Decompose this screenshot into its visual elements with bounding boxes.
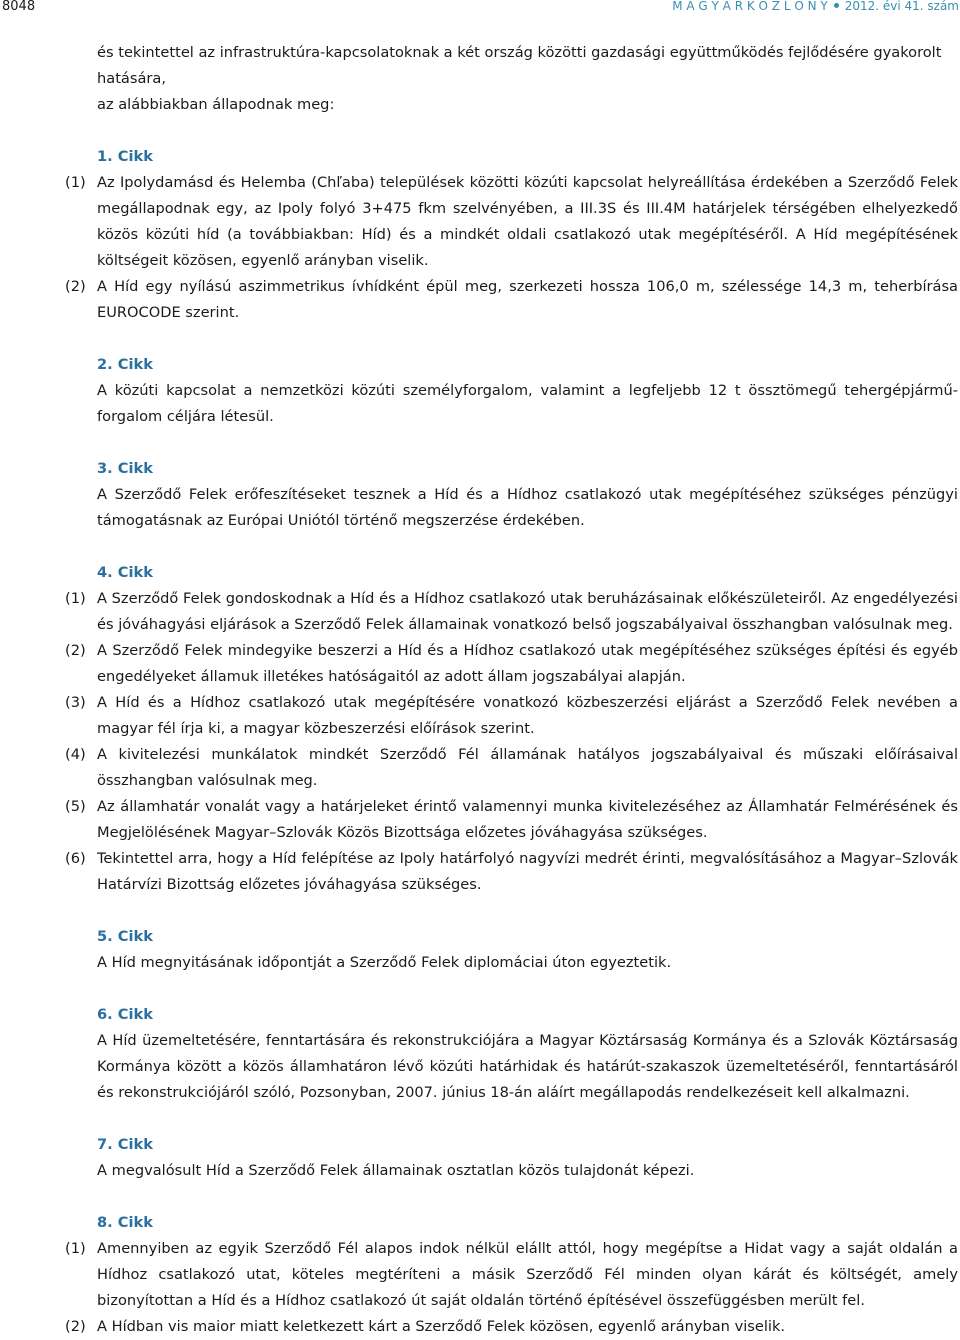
article-4: [65, 560, 958, 898]
article-paragraph: [65, 846, 958, 898]
article-6: [97, 1002, 958, 1106]
article-text: A közúti kapcsolat a nemzetközi közúti személyforgalom, valamint a legfeljebb 12 t össztömegű tehergépjármű-forgalom céljára létesül.: [97, 382, 958, 425]
paragraph-number: (2): [65, 1318, 86, 1335]
paragraph-number: (1): [65, 590, 86, 607]
page-number: 8048: [2, 0, 36, 14]
article-title: 6. Cikk: [97, 1006, 153, 1023]
intro: [97, 40, 958, 118]
article-title: 2. Cikk: [97, 356, 153, 373]
paragraph-text: A Hídban vis maior miatt keletkezett kárt a Szerződő Felek közösen, egyenlő arányban viselik.: [97, 1318, 786, 1335]
paragraph-text: A Híd és a Hídhoz csatlakozó utak megépítésére vonatkozó közbeszerzési eljárást a Szerződő Felek nevében a magyar fél írja ki, a magyar közbeszerzési előírások szerint.: [97, 694, 958, 737]
paragraph-number: (1): [65, 1240, 86, 1257]
intro-line: az alábbiakban állapodnak meg:: [97, 96, 335, 113]
article-paragraph: [65, 638, 958, 690]
article-paragraph: [65, 586, 958, 638]
paragraph-text: A Szerződő Felek gondoskodnak a Híd és a Hídhoz csatlakozó utak beruházásainak előkészületeiről. Az engedélyezési és jóváhagyási eljárások a Szerződő Felek államainak vonatkozó belső jogszabályaival összhangban valósulnak meg.: [97, 590, 958, 633]
article-text: A Híd üzemeltetésére, fenntartására és rekonstrukciójára a Magyar Köztársaság Kormánya és a Szlovák Köztársaság Kormánya között a közös államhatáron lévő közúti határhidak és határút-szakaszok üzemeltetéséről, fenntartásáról és rekonstrukciójáról szóló, Pozsonyban, 2007. június 18-án aláírt megállapodás rendelkezéseit kell alkalmazni.: [97, 1032, 958, 1101]
intro-line: hatására,: [97, 70, 166, 87]
paragraph-text: Amennyiben az egyik Szerződő Fél alapos indok nélkül elállt attól, hogy megépítse a Hidat vagy a saját oldalán a Hídhoz csatlakozó utat, köteles megtéríteni a másik Szerződő Fél minden olyan kárát és költségét, amely bizonyítottan a Híd és a Hídhoz csatlakozó út saját oldalán történő építésével összefüggésben merült fel.: [97, 1240, 958, 1309]
paragraph-text: A Híd egy nyílású aszimmetrikus ívhídként épül meg, szerkezeti hossza 106,0 m, szélessége 14,3 m, teherbírása EUROCODE szerint.: [97, 278, 958, 321]
article-title: 7. Cikk: [97, 1136, 153, 1153]
article-5: [97, 924, 958, 976]
article-title: 8. Cikk: [97, 1214, 153, 1231]
article-paragraph: [65, 1314, 958, 1340]
paragraph-number: (6): [65, 850, 86, 867]
issue-number: 2012. évi 41. szám: [844, 0, 959, 13]
article-paragraph: [65, 274, 958, 326]
article-title: 5. Cikk: [97, 928, 153, 945]
article-paragraph: [65, 690, 958, 742]
article-paragraph: [65, 170, 958, 274]
article-title: 3. Cikk: [97, 460, 153, 477]
paragraph-text: Tekintettel arra, hogy a Híd felépítése az Ipoly határfolyó nagyvízi medrét érinti, megvalósításához a Magyar–Szlovák Határvízi Bizottság előzetes jóváhagyása szükséges.: [97, 850, 958, 893]
paragraph-text: A Szerződő Felek mindegyike beszerzi a Híd és a Hídhoz csatlakozó utak megépítéséhez szükséges építési és egyéb engedélyeket államuk illetékes hatóságaitól az adott állam jogszabályai alapján.: [97, 642, 958, 685]
page-header: [0, 0, 960, 14]
article-3: [97, 456, 958, 534]
paragraph-number: (4): [65, 746, 86, 763]
paragraph-number: (2): [65, 642, 86, 659]
article-paragraph: [65, 742, 958, 794]
journal-name: M A G Y A R K Ö Z L Ö N Y: [672, 0, 828, 13]
paragraph-number: (1): [65, 174, 86, 191]
document-body: [65, 40, 958, 1340]
intro-line: és tekintettel az infrastruktúra-kapcsolatoknak a két ország közötti gazdasági együttműködés fejlődésére gyakorolt: [97, 44, 942, 61]
article-paragraph: [65, 794, 958, 846]
article-2: [97, 352, 958, 430]
paragraph-text: Az államhatár vonalát vagy a határjeleket érintő valamennyi munka kivitelezéséhez az Államhatár Felmérésének és Megjelölésének Magyar–Szlovák Közös Bizottsága előzetes jóváhagyása szükséges.: [97, 798, 958, 841]
paragraph-number: (5): [65, 798, 86, 815]
article-8: [65, 1210, 958, 1340]
article-text: A Szerződő Felek erőfeszítéseket tesznek a Híd és a Hídhoz csatlakozó utak megépítéséhez szükséges pénzügyi támogatásnak az Európai Uniótól történő megszerzése érdekében.: [97, 486, 958, 529]
bullet-dot-icon: [834, 3, 839, 8]
article-text: A Híd megnyitásának időpontját a Szerződő Felek diplomáciai úton egyeztetik.: [97, 954, 672, 971]
paragraph-number: (2): [65, 278, 86, 295]
journal-masthead: [672, 0, 959, 13]
article-paragraph: [65, 1236, 958, 1314]
paragraph-text: Az Ipolydamásd és Helemba (Chľaba) települések közötti közúti kapcsolat helyreállítása érdekében a Szerződő Felek megállapodnak egy, az Ipoly folyó 3+475 fkm szelvényében, a III.3S és III.4M határjelek térségében elhelyezkedő közös közúti híd (a továbbiakban: Híd) és a mindkét oldali csatlakozó utak megépítéséről. A Híd megépítésének költségeit közösen, egyenlő arányban viselik.: [97, 174, 958, 269]
article-1: [65, 144, 958, 326]
paragraph-number: (3): [65, 694, 86, 711]
article-title: 4. Cikk: [97, 564, 153, 581]
article-title: 1. Cikk: [97, 148, 153, 165]
article-7: [97, 1132, 958, 1184]
paragraph-text: A kivitelezési munkálatok mindkét Szerződő Fél államának hatályos jogszabályaival és műszaki előírásaival összhangban valósulnak meg.: [97, 746, 958, 789]
article-text: A megvalósult Híd a Szerződő Felek államainak osztatlan közös tulajdonát képezi.: [97, 1162, 695, 1179]
